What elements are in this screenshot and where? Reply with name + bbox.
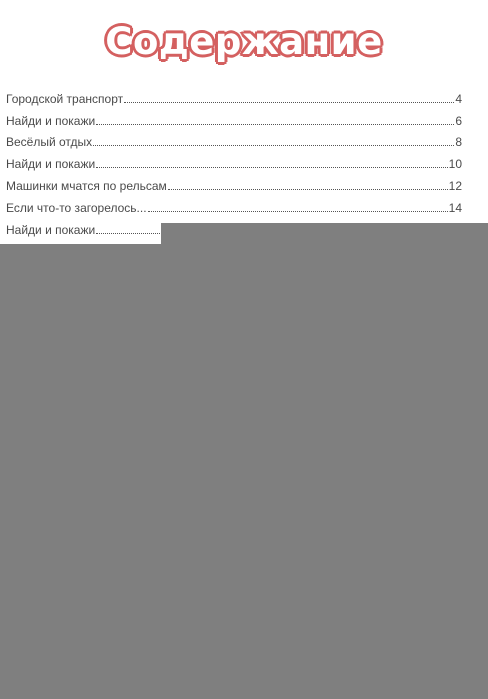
toc-entry[interactable]: [6, 84, 462, 106]
toc-leader-dots: [124, 102, 454, 103]
page-title: Содержание: [105, 20, 383, 63]
toc-leader-dots: [93, 145, 454, 146]
toc-entry-label: Найди и покажи: [6, 113, 96, 128]
toc-leader-dots: [96, 167, 447, 168]
toc-entry-page: 8: [455, 135, 462, 150]
toc-entry[interactable]: [6, 149, 462, 171]
toc-entry-page: 10: [448, 157, 462, 172]
toc-entry[interactable]: [6, 128, 462, 150]
toc-leader-dots: [148, 211, 448, 212]
toc-leader-dots: [168, 189, 448, 190]
toc-entry-page: 14: [448, 200, 462, 215]
toc-entry-label: Машинки мчатся по рельсам: [6, 178, 167, 193]
toc-entry-page: 6: [455, 113, 462, 128]
toc-entry[interactable]: [6, 193, 462, 215]
toc-entry-label: Весёлый отдых: [6, 135, 93, 150]
toc-entry-label: Если что-то загорелось...: [6, 200, 147, 215]
title-container: [0, 14, 488, 70]
toc-entry-label: Городской транспорт: [6, 91, 124, 106]
toc-leader-dots: [96, 124, 454, 125]
toc-entry[interactable]: [6, 106, 462, 128]
toc-entry[interactable]: [6, 171, 462, 193]
toc-entry-page: 4: [455, 91, 462, 106]
toc-entry-page: 12: [448, 178, 462, 193]
toc-entry-label: Найди и покажи: [6, 222, 96, 237]
toc-entry-label: Найди и покажи: [6, 157, 96, 172]
redaction-block-lower: [0, 244, 488, 699]
